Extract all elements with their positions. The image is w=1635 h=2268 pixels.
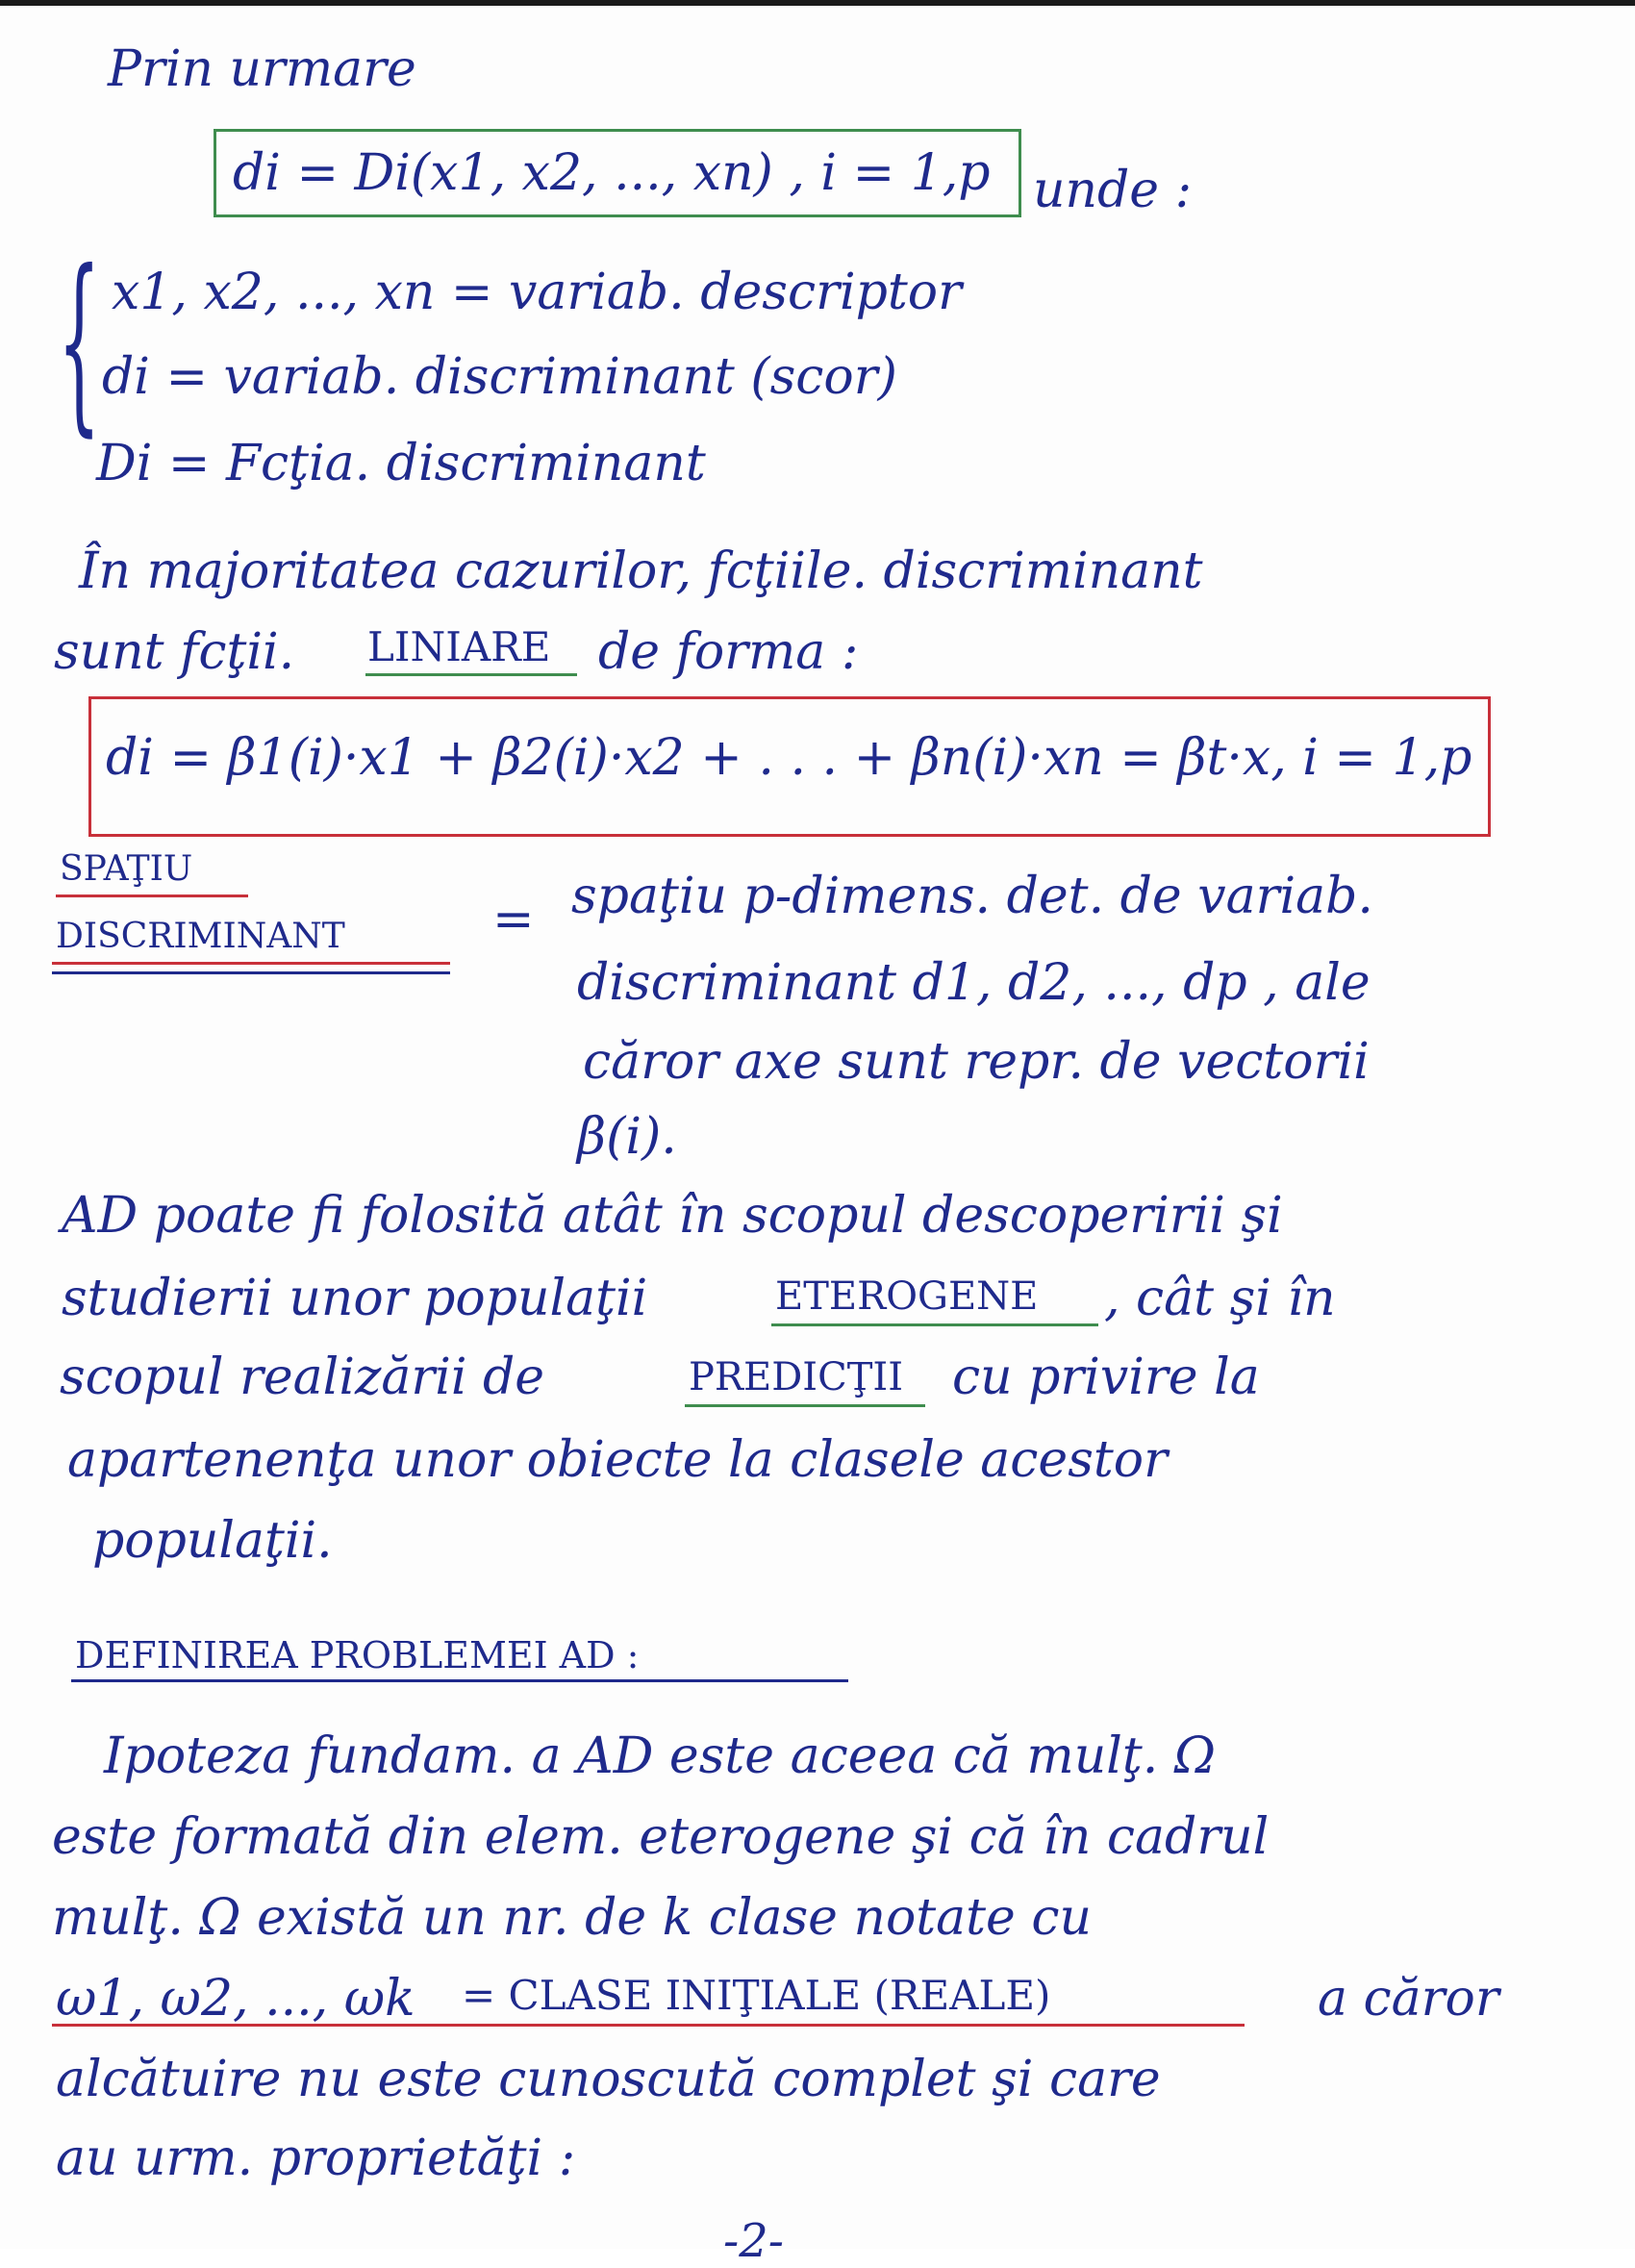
equals-sign: = xyxy=(492,891,535,948)
line-studierii: studierii unor populaţii xyxy=(62,1270,648,1327)
formula-di-definition: di = Di(x1, x2, ..., xn) , i = 1,p xyxy=(233,144,991,202)
line-descriptor-variables: x1, x2, ..., xn = variab. descriptor xyxy=(112,264,962,321)
word-clase-initiale: = CLASE INIŢIALE (REALE) xyxy=(462,1972,1051,2019)
word-discriminant: DISCRIMINANT xyxy=(56,917,345,956)
word-liniare: LINIARE xyxy=(367,623,551,670)
underline-clase-red xyxy=(52,2024,1245,2027)
line-cat-si-in: , cât şi în xyxy=(1104,1270,1336,1327)
word-predictii: PREDICŢII xyxy=(689,1355,903,1399)
line-majority-cases: În majoritatea cazurilor, fcţiile. discriminant xyxy=(79,542,1203,600)
line-cu-privire-la: cu privire la xyxy=(952,1348,1260,1406)
line-ad-poate-fi: AD poate fi folosită atât în scopul descoperirii şi xyxy=(62,1187,1283,1245)
line-spatiu-p-dimens: spaţiu p-dimens. det. de variab. xyxy=(571,868,1373,925)
underline-discriminant-red-1 xyxy=(52,962,450,965)
line-discriminant-function: Di = Fcţia. discriminant xyxy=(96,435,706,492)
underline-predictii-green xyxy=(685,1404,925,1407)
underline-eterogene-green xyxy=(771,1323,1098,1326)
underline-discriminant-blue-2 xyxy=(52,971,450,974)
line-a-caror: a căror xyxy=(1318,1970,1499,2028)
line-omega-classes: ω1, ω2, ..., ωk xyxy=(56,1970,415,2028)
line-este-formata: este formată din elem. eterogene şi că în cadrul xyxy=(52,1808,1270,1866)
section-heading-definirea: DEFINIREA PROBLEMEI AD : xyxy=(75,1634,640,1676)
line-unde: unde : xyxy=(1033,162,1193,219)
line-au-urm: au urm. proprietăţi : xyxy=(56,2129,576,2187)
line-de-forma: de forma : xyxy=(598,623,859,681)
word-spatiu: SPAŢIU xyxy=(60,849,193,889)
line-beta-i: β(i). xyxy=(577,1108,677,1166)
line-mult-exista: mulţ. Ω există un nr. de k clase notate cu xyxy=(52,1889,1092,1947)
word-eterogene: ETEROGENE xyxy=(775,1274,1039,1319)
line-ipoteza: Ipoteza fundam. a AD este aceea că mulţ. Ω xyxy=(104,1727,1216,1785)
line-alcatuire: alcătuire nu este cunoscută complet şi care xyxy=(56,2051,1161,2108)
line-scopul-realizarii: scopul realizării de xyxy=(60,1348,545,1406)
line-axe-vectorii: căror axe sunt repr. de vectorii xyxy=(583,1033,1370,1091)
line-prin-urmare: Prin urmare xyxy=(108,40,416,98)
formula-linear-discriminant: di = β1(i)·x1 + β2(i)·x2 + . . . + βn(i)·xn = βt·x, i = 1,p xyxy=(106,729,1472,787)
left-brace: { xyxy=(58,230,101,454)
line-discriminant-d1-dp: discriminant d1, d2, ..., dp , ale xyxy=(577,954,1371,1012)
underline-definirea-blue xyxy=(71,1679,848,1682)
page-number: -2- xyxy=(723,2214,784,2268)
line-apartenenta: apartenenţa unor obiecte la clasele acestor xyxy=(67,1431,1168,1489)
underline-liniare-green xyxy=(365,673,577,676)
line-sunt-fctii: sunt fcţii. xyxy=(54,623,295,681)
line-discriminant-variable: di = variab. discriminant (scor) xyxy=(102,348,897,406)
line-populatii: populaţii. xyxy=(92,1512,333,1570)
underline-spatiu-red xyxy=(56,895,248,897)
